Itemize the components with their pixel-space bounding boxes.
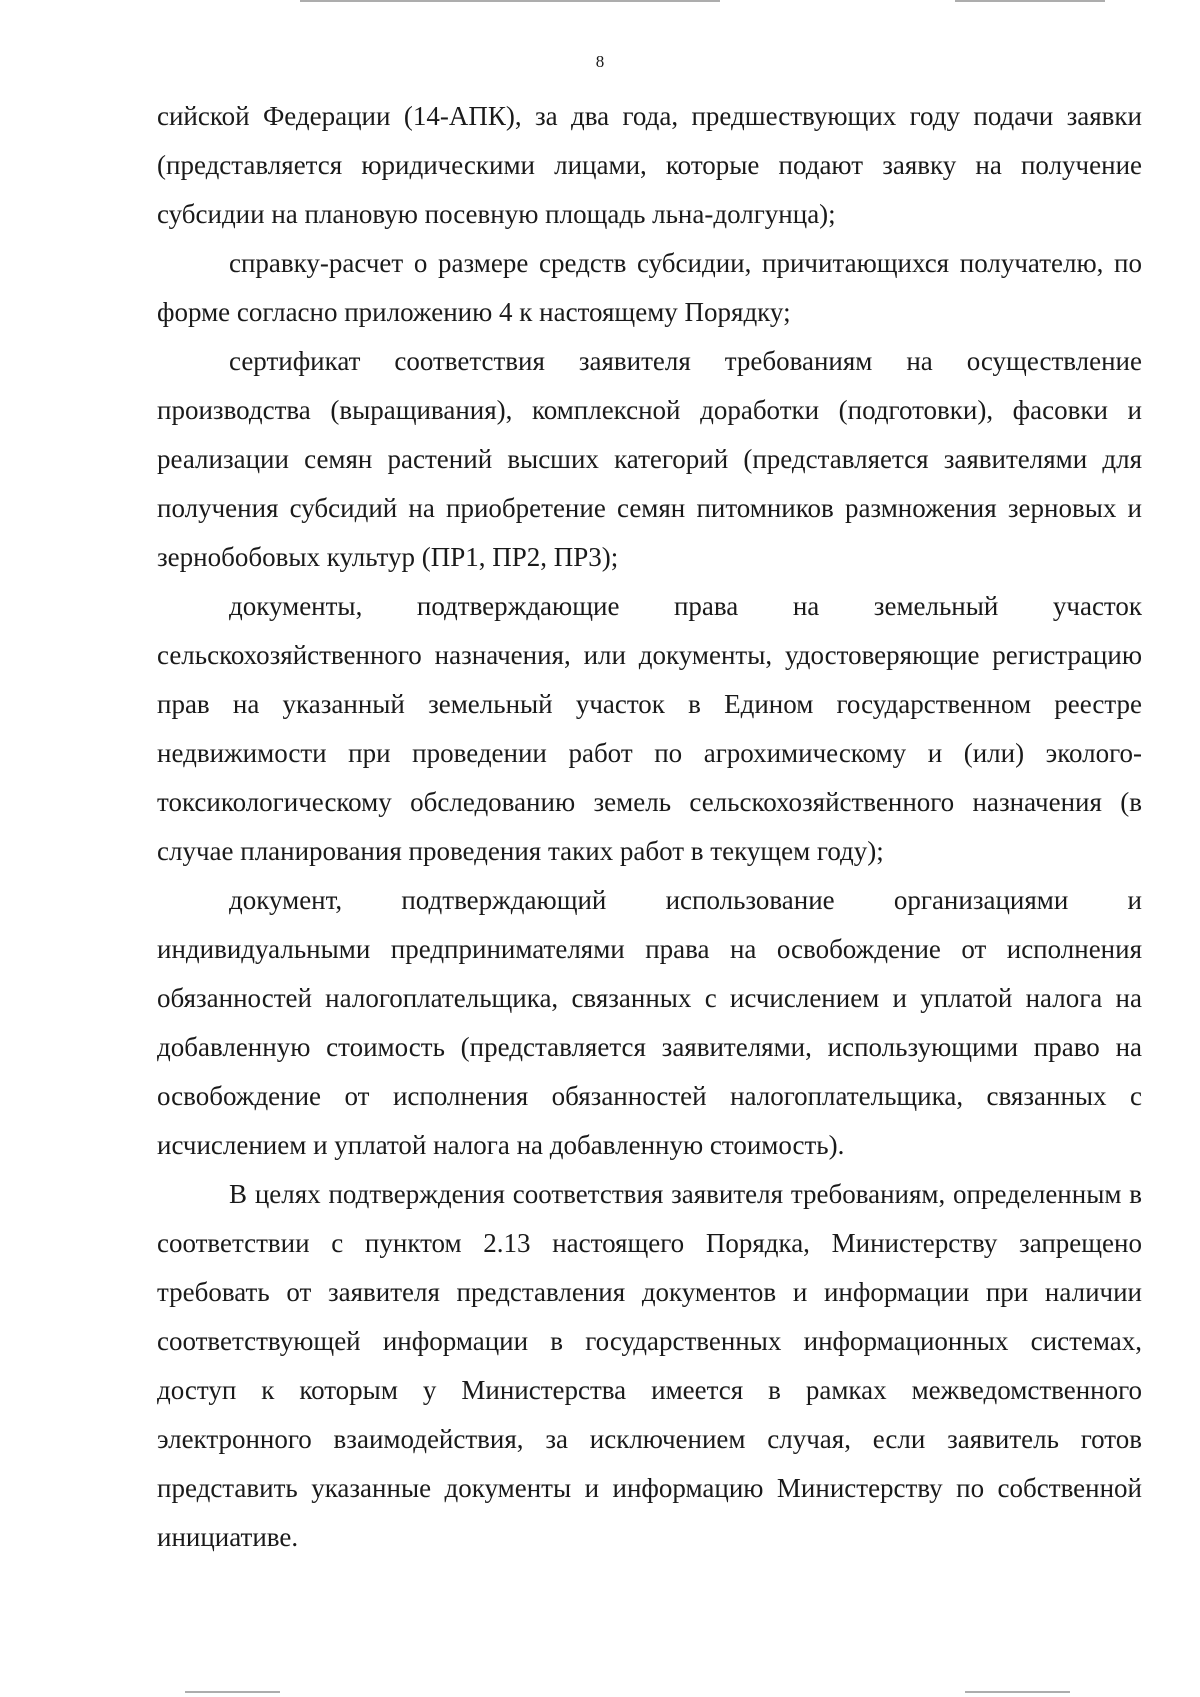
paragraph-conformity-certificate: сертификат соответствия заявителя требованиям на осуществление производства (выращивания), комплексной доработки (подготовки), фасовки и реализации семян растений высших категорий (представляется заявителями для получения субсидий на приобретение семян питомников размножения зерновых и зернобобовых культур (ПР1, ПР2, ПР3); xyxy=(157,346,1142,572)
document-body xyxy=(157,92,1142,1562)
paragraph-continuation: сийской Федерации (14-АПК), за два года, предшествующих году подачи заявки (представляется юридическими лицами, которые подают заявку на получение субсидии на плановую посевную площадь льна-долгунца); xyxy=(157,101,1142,229)
paragraph-land-rights-documents: документы, подтверждающие права на земельный участок сельскохозяйственного назначения, или документы, удостоверяющие регистрацию прав на указанный земельный участок в Едином государственном реестре недвижимости при проведении работ по агрохимическому и (или) эколого-токсикологическому обследованию земель сельскохозяйственного назначения (в случае планирования проведения таких работ в текущем году); xyxy=(157,591,1142,866)
paragraph-interagency-information: В целях подтверждения соответствия заявителя требованиям, определенным в соответствии с пунктом 2.13 настоящего Порядка, Министерству запрещено требовать от заявителя представления документов и информации при наличии соответствующей информации в государственных информационных системах, доступ к которым у Министерства имеется в рамках межведомственного электронного взаимодействия, за исключением случая, если заявитель готов представить указанные документы и информацию Министерству по собственной инициативе. xyxy=(157,1179,1142,1552)
scan-edge-mark-bottom-left xyxy=(185,1691,280,1693)
scan-edge-mark-top-left xyxy=(300,0,720,2)
scan-edge-mark-bottom-right xyxy=(965,1691,1070,1693)
paragraph-vat-exemption-document: документ, подтверждающий использование организациями и индивидуальными предпринимателями права на освобождение от исполнения обязанностей налогоплательщика, связанных с исчислением и уплатой налога на добавленную стоимость (представляется заявителями, использующими право на освобождение от исполнения обязанностей налогоплательщика, связанных с исчислением и уплатой налога на добавленную стоимость). xyxy=(157,885,1142,1160)
page-number: 8 xyxy=(595,52,605,71)
paragraph-calculation-certificate: справку-расчет о размере средств субсидии, причитающихся получателю, по форме согласно приложению 4 к настоящему Порядку; xyxy=(157,248,1142,327)
scan-edge-mark-top-right xyxy=(955,0,1105,2)
